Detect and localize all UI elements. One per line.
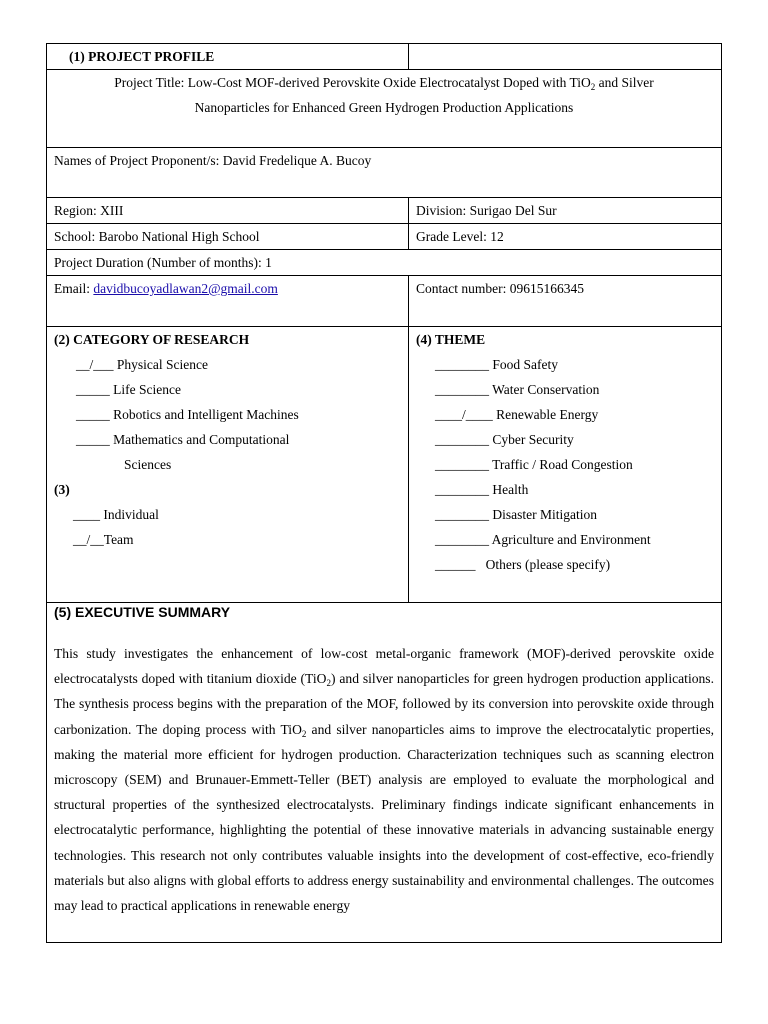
category-heading: (2) CATEGORY OF RESEARCH [54,332,250,347]
division: Division: Surigao Del Sur [409,198,722,224]
theme-option-disaster[interactable] [416,502,714,527]
theme-option-others[interactable] [416,552,714,577]
project-title [47,70,722,148]
option-label: Agriculture and Environment [489,532,651,547]
checkmark-line: ____/____ [435,407,493,422]
school: School: Barobo National High School [47,224,409,250]
checkmark-line: _____ [76,407,110,422]
checkmark-line: _____ [76,382,110,397]
category-option-physical[interactable] [54,352,401,377]
option-label: Disaster Mitigation [489,507,597,522]
theme-cell [409,327,722,603]
option-label: Others (please specify) [475,557,611,572]
theme-option-traffic[interactable] [416,452,714,477]
region: Region: XIII [47,198,409,224]
summary-text-part1: This study investigates the enhancement of low-cost metal-organic framework (MOF)-derived perovskite oxide electrocatalysts doped with titanium dioxide (TiO [54,646,714,687]
option-label: Mathematics and Computational [109,432,290,447]
empty-cell [409,44,722,70]
project-title-part1: Project Title: Low-Cost MOF-derived Perovskite Oxide Electrocatalyst Doped with TiO [114,75,591,90]
theme-option-cyber[interactable] [416,427,714,452]
executive-summary-text [54,641,714,918]
grade-level: Grade Level: 12 [409,224,722,250]
type-option-individual[interactable] [54,502,401,527]
checkmark-line: __/__ [73,532,104,547]
option-label: Physical Science [113,357,208,372]
option-label: Health [489,482,529,497]
checkmark-line: ________ [435,432,489,447]
project-title-part2: and Silver [595,75,654,90]
theme-option-health[interactable] [416,477,714,502]
title-subscript: 2 [590,82,596,92]
option-label: Food Safety [489,357,558,372]
checkmark-line: ________ [435,357,489,372]
checkmark-line: ________ [435,382,489,397]
executive-summary-cell [47,603,722,943]
checkmark-line: ________ [435,532,489,547]
theme-option-food-safety[interactable] [416,352,714,377]
option-label: Water Conservation [489,382,600,397]
option-label: Life Science [109,382,181,397]
checkmark-line: ________ [435,482,489,497]
checkmark-line: ________ [435,457,489,472]
project-title-line2: Nanoparticles for Enhanced Green Hydrogen Production Applications [194,100,574,115]
executive-summary-heading: (5) EXECUTIVE SUMMARY [54,604,231,620]
summary-subscript: 2 [301,728,307,739]
project-form-table [46,43,722,943]
category-option-life[interactable] [54,377,401,402]
checkmark-line: ______ [435,557,476,572]
email-link[interactable]: davidbucoyadlawan2@gmail.com [93,281,278,296]
theme-option-water[interactable] [416,377,714,402]
category-option-math[interactable] [54,427,401,452]
checkmark-line: ____ [73,507,100,522]
email-label: Email: [54,281,94,296]
summary-subscript: 2 [326,678,331,689]
summary-text-part3: and silver nanoparticles aims to improve the electrocatalytic properties, making the material more efficient for hydrogen production. Characterization techniques such as scanning electron microscopy (SEM) and Brunauer-Emmett-Teller (BET) analysis are employed to evaluate the morphological and structural properties of the synthesized electrocatalysts. Preliminary findings indicate significant enhancements in electrocatalytic performance, highlighting the potential of these innovative materials in advancing sustainable energy technologies. This research not only contributes valuable insights into the development of cost-effective, eco-friendly materials but also aligns with global efforts to address energy sustainability and environmental challenges. The outcomes may lead to practical applications in renewable energy [54,721,715,914]
theme-heading: (4) THEME [416,332,486,347]
project-duration: Project Duration (Number of months): 1 [47,250,722,276]
theme-option-agriculture[interactable] [416,527,714,552]
checkmark-line: ________ [435,507,489,522]
checkmark-line: _____ [76,432,110,447]
category-cell [47,327,409,603]
option-label: Team [103,532,134,547]
checkmark-line: __/___ [76,357,114,372]
type-option-team[interactable] [54,527,401,552]
type-heading: (3) [54,482,70,497]
option-label: Individual [100,507,159,522]
option-label: Traffic / Road Congestion [489,457,633,472]
option-label: Renewable Energy [492,407,599,422]
category-option-math-cont: Sciences [124,457,172,472]
contact-number: Contact number: 09615166345 [409,276,722,327]
option-label: Robotics and Intelligent Machines [109,407,299,422]
theme-option-renewable[interactable] [416,402,714,427]
summary-text-part2: ) and silver nanoparticles for green hydrogen production applications. The synthesis process begins with the preparation of the MOF, followed by its conversion into perovskite oxide through carbonization. The doping process with TiO [54,671,714,737]
category-option-robotics[interactable] [54,402,401,427]
email-cell [47,276,409,327]
proponents: Names of Project Proponent/s: David Fredelique A. Bucoy [47,148,722,198]
project-profile-heading: (1) PROJECT PROFILE [47,44,409,70]
option-label: Cyber Security [489,432,574,447]
